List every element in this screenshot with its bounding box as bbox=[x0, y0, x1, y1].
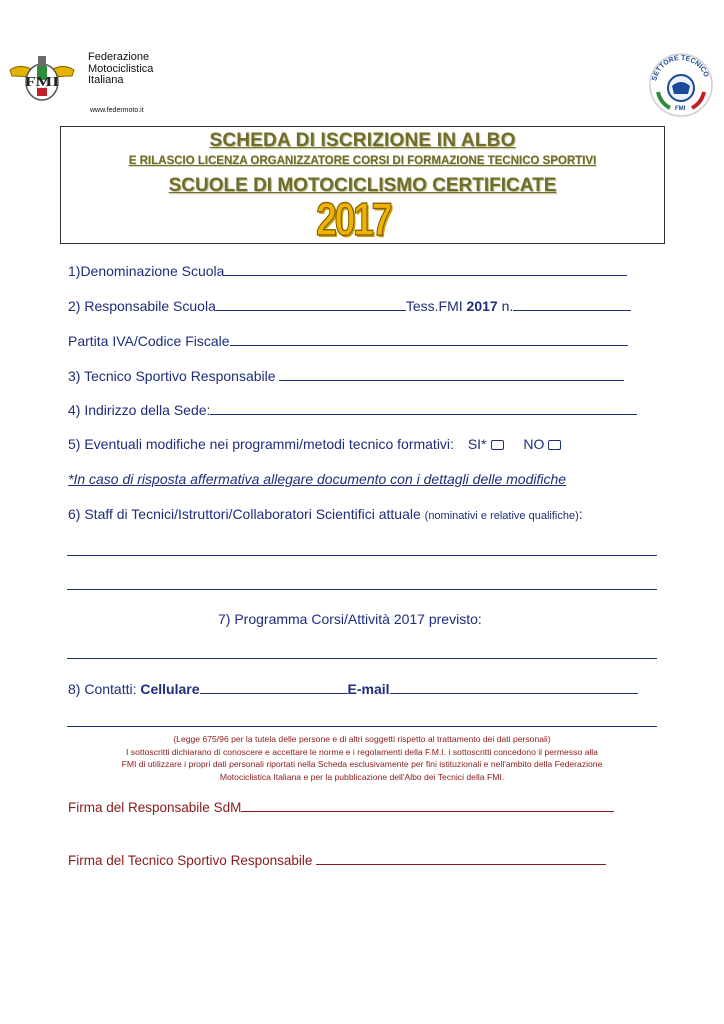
org-line-3: Italiana bbox=[88, 74, 124, 86]
settore-logo-text: SETTORE TECNICO bbox=[651, 54, 710, 82]
label-responsabile: 2) Responsabile Scuola bbox=[68, 298, 216, 314]
field-indirizzo bbox=[68, 401, 637, 418]
input-firma-tecnico[interactable] bbox=[316, 852, 606, 865]
input-responsabile[interactable] bbox=[216, 297, 406, 311]
checkbox-no[interactable] bbox=[548, 440, 561, 450]
label-programma: 7) Programma Corsi/Attività 2017 previsto: bbox=[218, 611, 482, 627]
field-modifiche bbox=[68, 436, 561, 452]
tess-year: 2017 bbox=[466, 298, 498, 314]
note-modifiche: *In caso di risposta affermativa allegare documento con i dettagli delle modifiche bbox=[68, 471, 567, 487]
label-firma-responsabile: Firma del Responsabile SdM bbox=[68, 800, 242, 815]
org-name bbox=[88, 52, 153, 87]
label-tess-n: n. bbox=[501, 298, 514, 314]
input-programma-line[interactable] bbox=[67, 658, 657, 659]
input-tess-number[interactable] bbox=[513, 297, 631, 311]
field-responsabile bbox=[68, 297, 631, 314]
privacy-line-2: I sottoscritti dichiarano di conoscere e accettare le norme e i regolamenti della F.M.I. i sottoscritti concedono il permesso alla bbox=[126, 746, 598, 757]
privacy-notice bbox=[66, 733, 658, 783]
label-staff-hint: (nominativi e relative qualifiche) bbox=[424, 510, 579, 522]
privacy-line-3: FMI di utilizzare i propri dati personali riportati nella Scheda esclusivamente per fini istituzionali e nell'ambito della Federazione bbox=[121, 759, 603, 769]
label-modifiche: 5) Eventuali modifiche nei programmi/metodi tecnico formativi: bbox=[68, 436, 454, 452]
label-tecnico: 3) Tecnico Sportivo Responsabile bbox=[68, 368, 276, 384]
label-cellulare: Cellulare bbox=[140, 681, 200, 697]
label-no: NO bbox=[523, 436, 545, 452]
input-staff-line-2[interactable] bbox=[67, 589, 657, 590]
field-tecnico bbox=[68, 367, 624, 384]
privacy-line-4: Motociclistica Italiana e per la pubblicazione dell'Albo dei Tecnici della FMI. bbox=[219, 771, 505, 782]
form-title: SCHEDA DI ISCRIZIONE IN ALBO bbox=[209, 130, 516, 151]
website-link[interactable]: www.federmoto.it bbox=[90, 107, 144, 114]
input-indirizzo[interactable] bbox=[210, 401, 637, 415]
input-staff-line-1[interactable] bbox=[67, 555, 657, 556]
label-indirizzo: 4) Indirizzo della Sede: bbox=[68, 402, 211, 418]
field-staff bbox=[68, 506, 583, 522]
field-denominazione bbox=[68, 262, 627, 279]
year-badge: 2017 bbox=[316, 193, 391, 245]
org-line-2: Motociclistica bbox=[88, 62, 154, 75]
label-si: SI* bbox=[467, 436, 487, 452]
form-title-schools: SCUOLE DI MOTOCICLISMO CERTIFICATE bbox=[168, 175, 557, 196]
org-line-1: Federazione bbox=[88, 51, 150, 63]
input-denominazione[interactable] bbox=[224, 262, 627, 276]
input-email[interactable] bbox=[390, 680, 638, 694]
label-tess: Tess.FMI bbox=[405, 298, 463, 314]
label-staff-colon: : bbox=[578, 506, 583, 522]
privacy-line-1: (Legge 675/96 per la tutela delle persone e di altri soggetti rispetto al trattamento dei dati personali) bbox=[173, 734, 551, 744]
label-denominazione: 1)Denominazione Scuola bbox=[68, 263, 225, 279]
fmi-logo bbox=[8, 48, 76, 110]
label-firma-tecnico: Firma del Tecnico Sportivo Responsabile bbox=[68, 853, 313, 868]
signature-tecnico bbox=[68, 852, 606, 868]
fmi-logo-letters: FMI bbox=[25, 75, 59, 90]
field-contatti bbox=[68, 680, 638, 697]
signature-responsabile bbox=[68, 799, 614, 815]
input-tecnico[interactable] bbox=[279, 367, 624, 381]
label-contatti: 8) Contatti: bbox=[68, 681, 137, 697]
settore-tecnico-logo bbox=[648, 52, 714, 118]
form-subtitle: E RILASCIO LICENZA ORGANIZZATORE CORSI DI FORMAZIONE TECNICO SPORTIVI bbox=[128, 155, 597, 167]
input-cellulare[interactable] bbox=[200, 680, 348, 694]
settore-logo-sub: FMI bbox=[675, 106, 686, 112]
label-piva: Partita IVA/Codice Fiscale bbox=[68, 333, 230, 349]
input-piva[interactable] bbox=[230, 332, 628, 346]
label-email: E-mail bbox=[347, 681, 390, 697]
field-piva bbox=[68, 332, 628, 349]
checkbox-si[interactable] bbox=[491, 440, 504, 450]
separator-line bbox=[67, 726, 657, 727]
label-staff: 6) Staff di Tecnici/Istruttori/Collaboratori Scientifici attuale bbox=[68, 506, 421, 522]
input-firma-responsabile[interactable] bbox=[241, 799, 614, 812]
